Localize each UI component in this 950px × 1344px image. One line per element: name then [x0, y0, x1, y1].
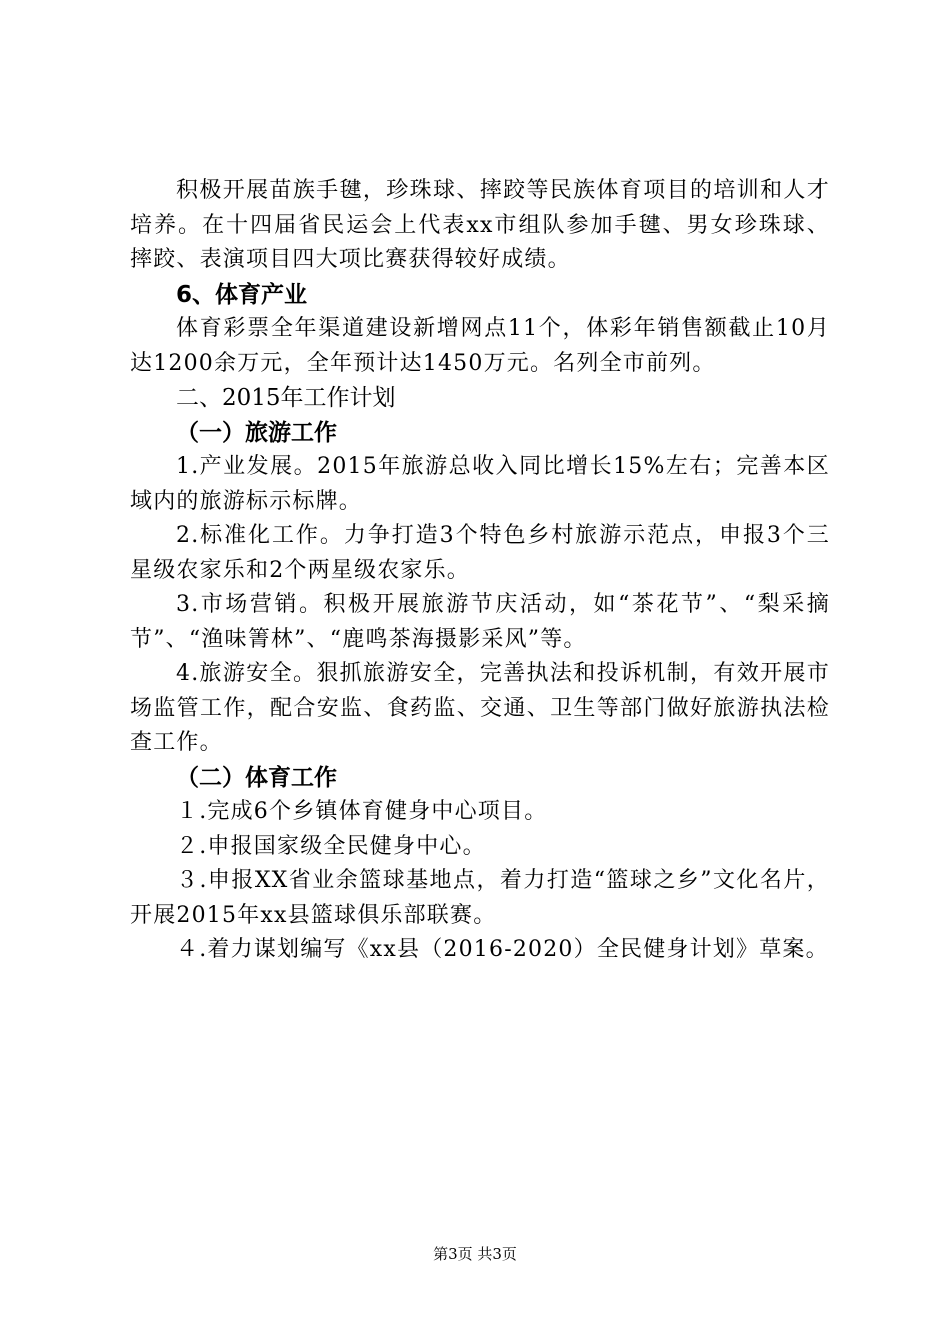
heading-2015-plan: 二、2015年工作计划: [176, 385, 396, 411]
heading-sports-work: （二）体育工作: [176, 764, 337, 791]
para-tourism-1: 1.产业发展。2015年旅游总收入同比增长15%左右；完善本区域内的旅游标示标牌。: [130, 454, 830, 514]
para-ethnic-sports: 积极开展苗族手毽，珍珠球、摔跤等民族体育项目的培训和人才培养。在十四届省民运会上代表xx市组队参加手毽、男女珍珠球、摔跤、表演项目四大项比赛获得较好成绩。: [130, 178, 830, 272]
para-tourism-2: 2.标准化工作。力争打造3个特色乡村旅游示范点，申报3个三星级农家乐和2个两星级农家乐。: [130, 523, 830, 583]
para-sports-lottery: 体育彩票全年渠道建设新增网点11个，体彩年销售额截止10月达1200余万元，全年预计达1450万元。名列全市前列。: [130, 316, 830, 376]
heading-tourism-work: （一）旅游工作: [176, 419, 337, 446]
para-sports-4: ４.着力谋划编写《xx县（2016-2020）全民健身计划》草案。: [176, 937, 829, 962]
page-footer: 第3页 共3页: [433, 1245, 517, 1263]
para-sports-1: １.完成6个乡镇体育健身中心项目。: [176, 799, 548, 824]
para-tourism-3: 3.市场营销。积极开展旅游节庆活动，如“茶花节”、“梨采摘节”、“渔味箐林”、“鹿鸣茶海摄影采风”等。: [130, 592, 830, 652]
para-sports-3: ３.申报XX省业余篮球基地点，着力打造“篮球之乡”文化名片，开展2015年xx县篮球俱乐部联赛。: [130, 868, 830, 928]
document-body: [130, 174, 830, 968]
para-tourism-4: 4.旅游安全。狠抓旅游安全，完善执法和投诉机制，有效开展市场监管工作，配合安监、食药监、交通、卫生等部门做好旅游执法检查工作。: [130, 661, 830, 755]
para-sports-2: ２.申报国家级全民健身中心。: [176, 833, 486, 859]
heading-sports-industry: 6、体育产业: [176, 281, 308, 308]
